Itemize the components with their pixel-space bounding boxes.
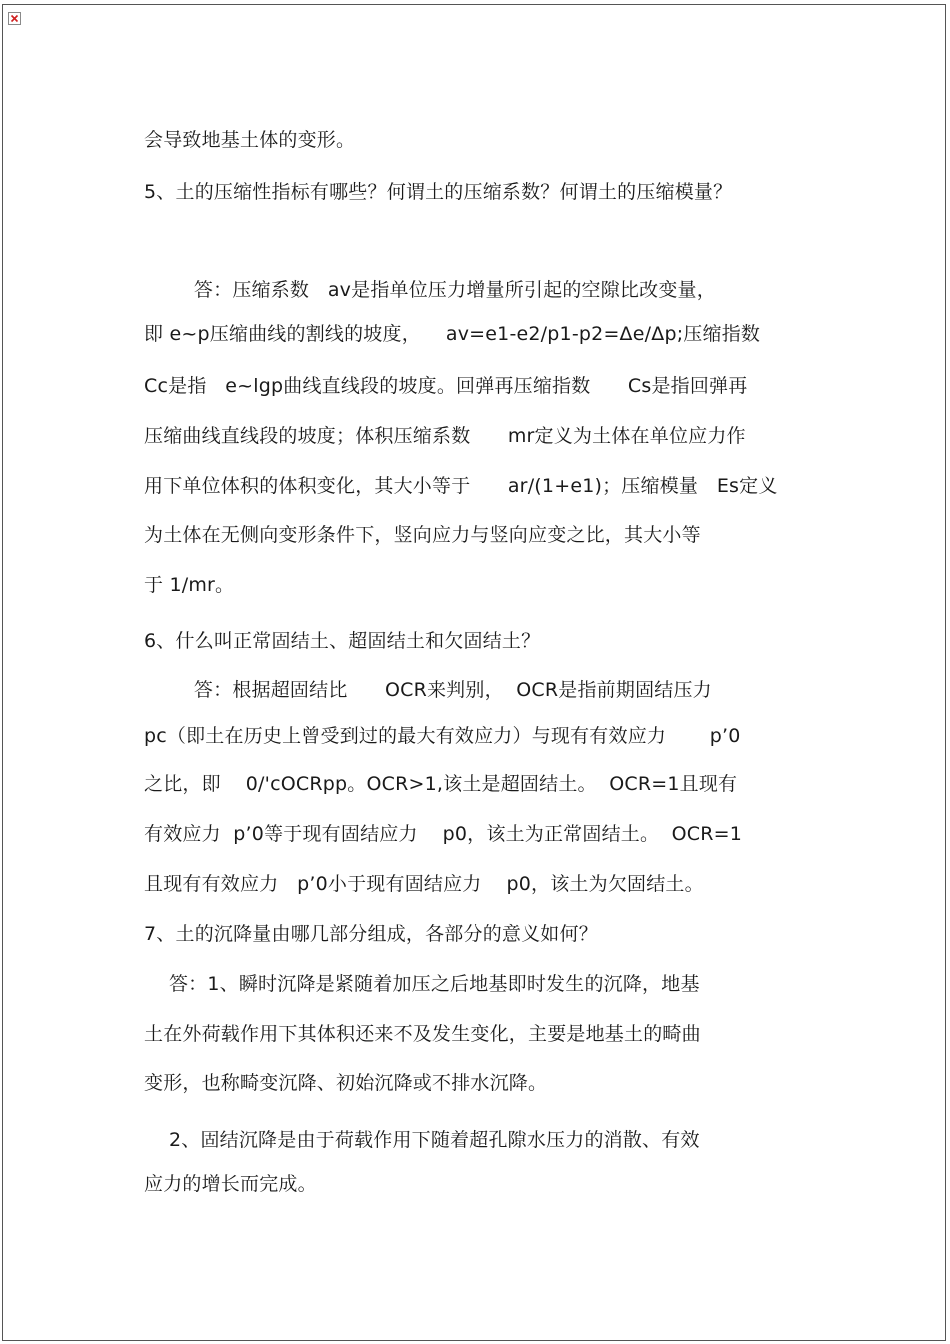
answer-7-line: 答：1、瞬时沉降是紧随着加压之后地基即时发生的沉降，地基 [144, 973, 700, 995]
answer-6-line: 有效应力 p’0等于现有固结应力 p0，该土为正常固结土。 OCR=1 [144, 823, 743, 845]
answer-5-line: 用下单位体积的体积变化，其大小等于 ar/(1+e1)；压缩模量 Es定义 [144, 475, 778, 497]
question-7: 7、土的沉降量由哪几部分组成，各部分的意义如何？ [144, 923, 598, 945]
answer-5-line: 于 1/mr。 [144, 574, 235, 596]
answer-5-line: 答：压缩系数 av是指单位压力增量所引起的空隙比改变量， [144, 279, 716, 301]
answer-7-line: 2、固结沉降是由于荷载作用下随着超孔隙水压力的消散、有效 [144, 1129, 700, 1151]
answer-6-line: 答：根据超固结比 OCR来判别， OCR是指前期固结压力 [144, 679, 712, 701]
answer-6-line: 且现有有效应力 p’0小于现有固结应力 p0，该土为欠固结土。 [144, 873, 704, 895]
answer-7-line: 应力的增长而完成。 [144, 1173, 317, 1195]
answer-6-line: 之比，即 0/'cOCRpp。OCR>1,该土是超固结土。 OCR=1且现有 [144, 773, 738, 795]
answer-5-line: Cc是指 e~lgp曲线直线段的坡度。回弹再压缩指数 Cs是指回弹再 [144, 375, 748, 397]
answer-5-line: 为土体在无侧向变形条件下，竖向应力与竖向应变之比，其大小等 [144, 524, 701, 546]
question-5: 5、土的压缩性指标有哪些？何谓土的压缩系数？何谓土的压缩模量？ [144, 181, 733, 203]
answer-7-line: 土在外荷载作用下其体积还来不及发生变化，主要是地基土的畸曲 [144, 1023, 701, 1045]
paragraph-line: 会导致地基土体的变形。 [144, 129, 356, 151]
broken-image-icon [8, 12, 21, 25]
answer-7-line: 变形，也称畸变沉降、初始沉降或不排水沉降。 [144, 1072, 548, 1094]
answer-6-line: pc（即土在历史上曾受到过的最大有效应力）与现有有效应力 p’0 [144, 725, 741, 747]
answer-5-line: 即 e~p压缩曲线的割线的坡度， av=e1-e2/p1-p2=Δe/Δp;压缩指数 [144, 323, 761, 345]
answer-5-line: 压缩曲线直线段的坡度；体积压缩系数 mr定义为土体在单位应力作 [144, 425, 746, 447]
question-6: 6、什么叫正常固结土、超固结土和欠固结土？ [144, 630, 541, 652]
